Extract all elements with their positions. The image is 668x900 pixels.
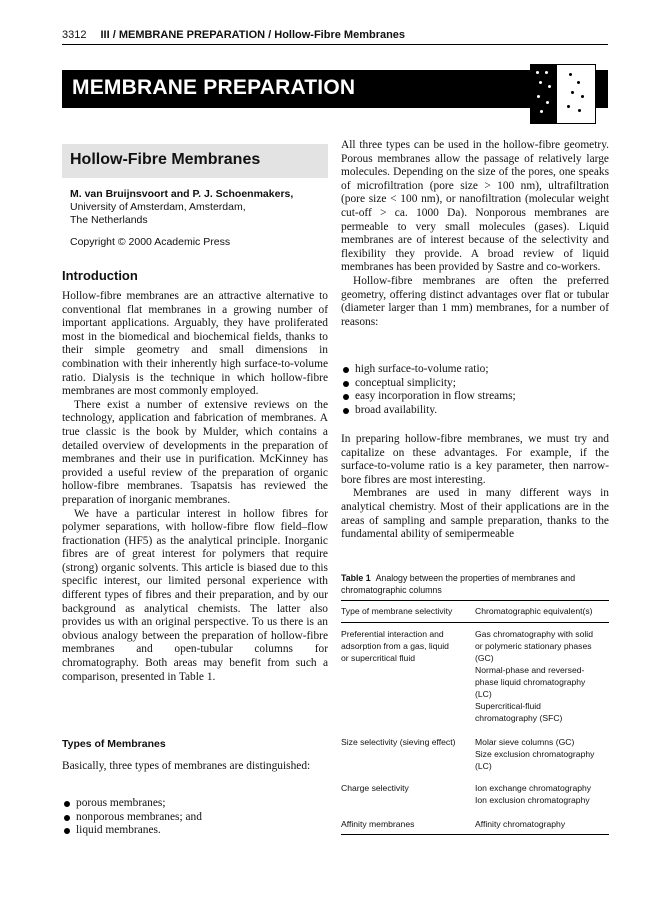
paragraph: Hollow-fibre membranes are often the preferred geometry, offering distinct advantages over flat or tubular (diameter larger than 1 mm) membranes, for a number of reasons:: [341, 274, 609, 328]
heading-types-of-membranes: Types of Membranes: [62, 738, 166, 750]
table-cell-line: phase liquid chromatography: [475, 677, 586, 687]
section-path: III / MEMBRANE PREPARATION / Hollow-Fibre Membranes: [100, 29, 406, 41]
article-title-box: [62, 144, 328, 178]
table-row-3-right: [475, 782, 609, 806]
table-row-1-right: [475, 628, 609, 724]
list-item: conceptual simplicity;: [341, 377, 609, 391]
paragraph: Membranes are used in many different ways in analytical chemistry. Most of their applications are in the areas of sampling and sample preparation, thanks to the fundamental ability of semipermeable: [341, 487, 609, 541]
paragraph: We have a particular interest in hollow fibres for polymer separations, with hollow-fibre flow field–flow fractionation (HF5) as the analytical principle. Inorganic fibres are of great interest for polymers that require (strong) organic solvents. This article is biased due to this specific interest, our limited personal experience with different types of fibres and their preparation, and by our background as analytical chemists. The latter also provides us with an original perspective. To us there is an obvious analogy between the preparation of hollow-fibre membranes and open-tubular columns for chromatography. Both areas may benefit from such a comparison, presented in Table 1.: [62, 507, 328, 683]
table-cell-line: or polymeric stationary phases: [475, 641, 592, 651]
table-header-left: Type of membrane selectivity: [341, 606, 453, 616]
table-row-3-left: [341, 782, 469, 794]
table-cell-line: Size selectivity (sieving effect): [341, 737, 456, 747]
paragraph: Hollow-fibre membranes are an attractive alternative to conventional flat membranes in a growing number of important applications. Arguably, they have proliferated most in the biomedical and biochemical fields, thanks to their simple geometry and small dimensions in combination with their inherently high surface-to-volume ratio. Dialysis is the technique in which hollow-fibre membranes are most commonly employed.: [62, 290, 328, 398]
banner-title: MEMBRANE PREPARATION: [72, 76, 356, 99]
list-item: easy incorporation in flow streams;: [341, 390, 609, 404]
table-rule-header: [341, 622, 609, 623]
paragraph: All three types can be used in the hollow-fibre geometry. Porous membranes allow the passage of relatively large molecules. Depending on the size of the pores, one speaks of microfiltration (pore size > 100 nm), ultrafiltration (pore size < 100 nm), or nanofiltration (molecular weight cut-off > ca. 1000 Da). Nonporous membranes are permeable to very small molecules (gases). Liquid membranes are of interest because of the selectivity and flexibility they provide. A broad review of liquid membranes has been provided by Sastre and co-workers.: [341, 139, 609, 274]
author-block: [70, 188, 293, 227]
list-item: broad availability.: [341, 404, 609, 418]
table-cell-line: (LC): [475, 761, 492, 771]
table-cell-line: Affinity membranes: [341, 819, 415, 829]
page-number: 3312: [62, 29, 87, 41]
table-caption-text: Analogy between the properties of membranes and chromatographic columns: [341, 573, 576, 595]
left-column-text: [62, 290, 328, 684]
table-cell-line: adsorption from a gas, liquid: [341, 641, 449, 651]
advantages-list: [341, 363, 609, 417]
section-banner: [62, 70, 608, 108]
table-cell-line: Affinity chromatography: [475, 819, 566, 829]
list-item: porous membranes;: [62, 797, 328, 811]
paragraph: In preparing hollow-fibre membranes, we must try and capitalize on these advantages. For example, if the surface-to-volume ratio is a key parameter, then narrow-bore fibres are most interesting.: [341, 433, 609, 486]
table-cell-line: Supercritical-fluid: [475, 701, 541, 711]
membrane-type-list: [62, 797, 328, 838]
running-head: [62, 29, 405, 41]
article-title: Hollow-Fibre Membranes: [70, 151, 261, 168]
list-item: high surface-to-volume ratio;: [341, 363, 609, 377]
table-cell-line: Gas chromatography with solid: [475, 629, 593, 639]
affiliation-line-2: The Netherlands: [70, 214, 148, 226]
table-header-right: Chromatographic equivalent(s): [475, 606, 593, 616]
list-item: nonporous membranes; and: [62, 811, 328, 825]
table-cell-line: Ion exchange chromatography: [475, 783, 592, 793]
table-cell-line: (GC): [475, 653, 494, 663]
table-row-2-left: [341, 736, 471, 748]
table-cell-line: chromatography (SFC): [475, 713, 563, 723]
header-rule: [62, 44, 608, 45]
list-item: liquid membranes.: [62, 824, 328, 838]
table-row-1-left: [341, 628, 469, 664]
table-cell-line: Charge selectivity: [341, 783, 409, 793]
table-row-4-right: [475, 818, 609, 830]
authors: M. van Bruijnsvoort and P. J. Schoenmakers,: [70, 188, 294, 200]
table-cell-line: Ion exclusion chromatography: [475, 795, 590, 805]
table-cell-line: or supercritical fluid: [341, 653, 416, 663]
table-cell-line: Normal-phase and reversed-: [475, 665, 585, 675]
table-rule-bottom: [341, 834, 609, 835]
table-label: Table 1: [341, 573, 371, 583]
table-cell-line: Molar sieve columns (GC): [475, 737, 575, 747]
table-cell-line: (LC): [475, 689, 492, 699]
right-column-text: [341, 139, 609, 329]
right-column-text-2: [341, 433, 609, 542]
table-rule-top: [341, 600, 609, 601]
banner-logo-icon: [530, 64, 596, 124]
table-cell-line: Size exclusion chromatography: [475, 749, 595, 759]
paragraph: There exist a number of extensive reviews on the technology, application and fabrication of membranes. A true classic is the book by Mulder, which contains a detailed overview of developments in the preparation of membranes and their use in purification. McKinney has provided a useful review of the preparation of organic hollow-fibre membranes. Tsapatsis has reviewed the preparation of inorganic membranes.: [62, 398, 328, 506]
table-cell-line: Preferential interaction and: [341, 629, 444, 639]
types-paragraph: Basically, three types of membranes are distinguished:: [62, 760, 311, 772]
copyright: Copyright © 2000 Academic Press: [70, 236, 231, 248]
table-row-2-right: [475, 736, 609, 772]
table-row-4-left: [341, 818, 469, 830]
table-caption: [341, 572, 609, 596]
affiliation-line-1: University of Amsterdam, Amsterdam,: [70, 201, 246, 213]
heading-introduction: Introduction: [62, 268, 138, 283]
